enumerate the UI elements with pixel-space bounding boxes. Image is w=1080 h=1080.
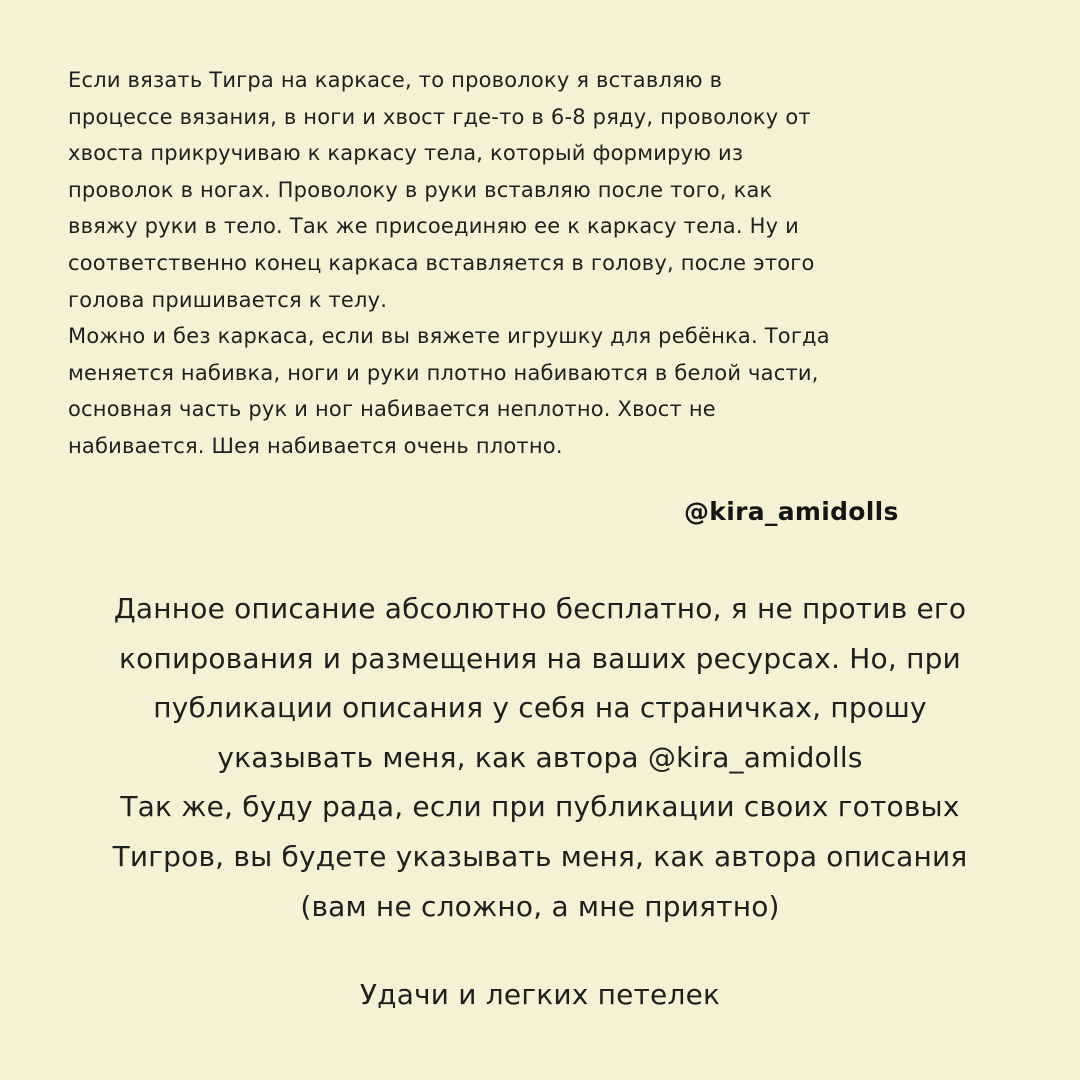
instructions-paragraph-stuffing: Можно и без каркаса, если вы вяжете игрушку для ребёнка. Тогда меняется набивка, ноги и руки плотно набиваются в белой части, основная часть рук и ног набивается неплотно. Хвост не набивается. Шея набивается очень плотно. <box>68 324 830 458</box>
instructions-paragraph-frame: Если вязать Тигра на каркасе, то проволоку я вставляю в процессе вязания, в ноги и хвост где-то в 6-8 ряду, проволоку от хвоста прикручиваю к каркасу тела, который формирую из проволок в ногах. Проволоку в руки вставляю после того, как ввяжу руки в тело. Так же присоединяю ее к каркасу тела. Ну и соответственно конец каркаса вставляется в голову, после этого голова пришивается к телу. <box>68 68 815 312</box>
notice-paragraph-credit: Так же, буду рада, если при публикации своих готовых Тигров, вы будете указывать меня, как автора описания (вам не сложно, а мне приятно) <box>112 790 968 923</box>
notice-paragraph-copyright: Данное описание абсолютно бесплатно, я не против его копирования и размещения на ваших ресурсах. Но, при публикации описания у себя на страничках, прошу указывать меня, как автора @kira_amidolls <box>113 592 967 774</box>
closing-wish: Удачи и легких петелек <box>359 978 721 1011</box>
instructions-block <box>68 62 998 465</box>
notice-block <box>0 584 1080 931</box>
author-handle: @kira_amidolls <box>684 497 899 526</box>
